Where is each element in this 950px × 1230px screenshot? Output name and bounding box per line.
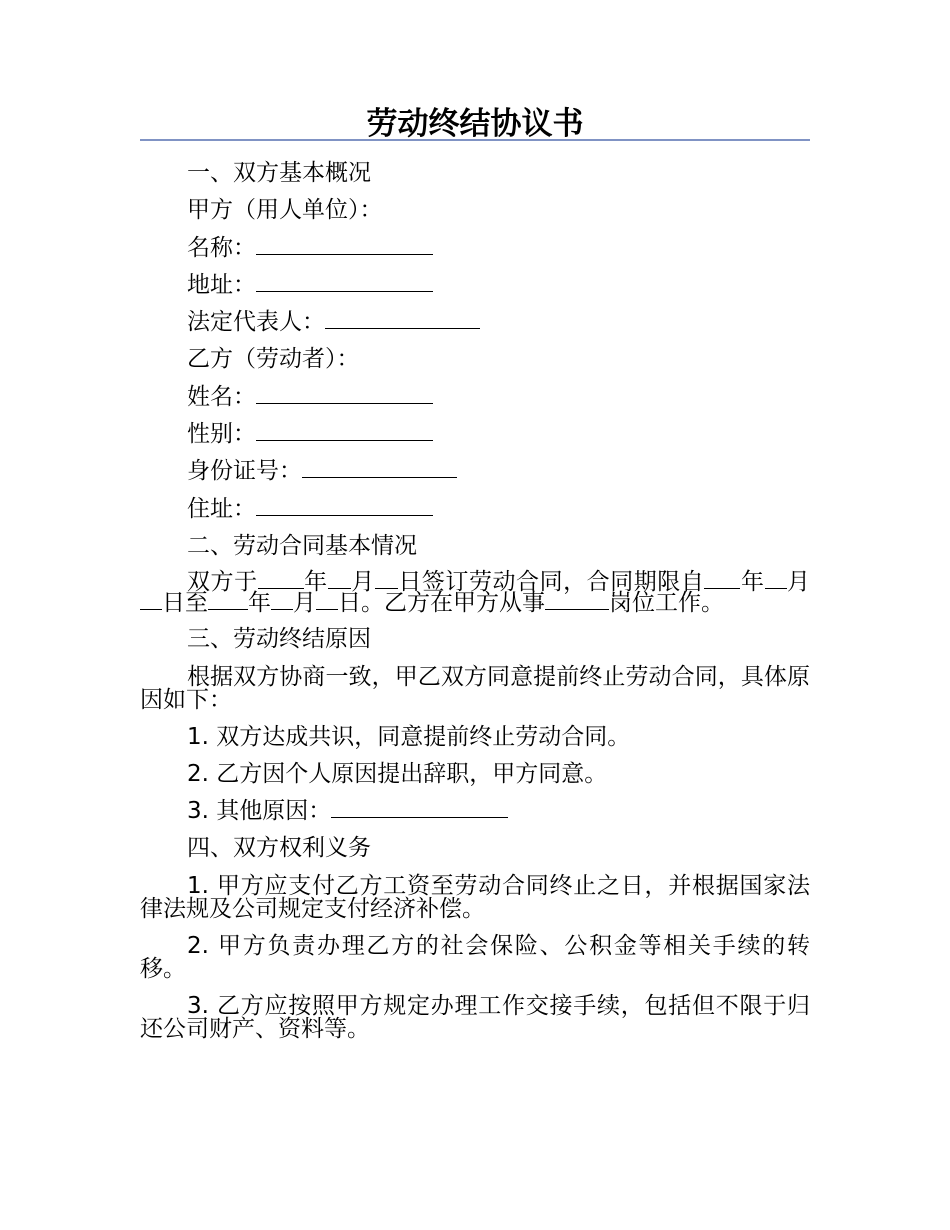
contract-text-5: 年 <box>740 569 765 596</box>
id-row <box>140 453 810 490</box>
contract-text-4: 日签订劳动合同，合同期限自 <box>397 569 705 596</box>
start-month-blank <box>765 587 787 589</box>
party-b-label: 乙方（劳动者）： <box>187 346 360 373</box>
start-year-blank <box>704 587 740 589</box>
contract-paragraph <box>140 565 810 621</box>
gender-row <box>140 416 810 453</box>
party-b-name-row <box>140 379 810 416</box>
sign-year-blank <box>258 587 304 589</box>
contract-text-8: 年 <box>248 590 271 617</box>
contract-text-3: 月 <box>350 569 375 596</box>
residence-label: 住址： <box>187 495 256 522</box>
reason-item-2: 2. 乙方因个人原因提出辞职，甲方同意。 <box>187 760 608 787</box>
b-name-label: 姓名： <box>187 383 256 410</box>
contract-text-1: 双方于 <box>187 569 258 596</box>
address-label: 地址： <box>187 271 256 298</box>
obligation-item-2: 2. 甲方负责办理乙方的社会保险、公积金等相关手续的转移。 <box>140 932 810 982</box>
other-reason-blank <box>331 816 508 818</box>
end-month-blank <box>271 608 293 610</box>
reason-item-3-row <box>140 793 810 830</box>
address-blank <box>256 290 433 292</box>
legal-rep-row <box>140 304 810 341</box>
id-blank <box>302 476 457 478</box>
end-day-blank <box>316 608 338 610</box>
party-a-label: 甲方（用人单位）： <box>187 197 383 224</box>
party-a-address-row <box>140 267 810 304</box>
sign-day-blank <box>375 587 398 589</box>
gender-blank <box>256 439 433 441</box>
name-label: 名称： <box>187 234 256 261</box>
section2-heading: 二、劳动合同基本情况 <box>187 532 417 559</box>
contract-text-7: 日至 <box>162 590 208 617</box>
section4-heading: 四、双方权利义务 <box>187 835 371 862</box>
legal-rep-blank <box>325 327 480 329</box>
b-name-blank <box>256 402 433 404</box>
document-body <box>140 155 810 1048</box>
obligation-item-3: 3. 乙方应按照甲方规定办理工作交接手续，包括但不限于归还公司财产、资料等。 <box>140 992 810 1042</box>
section1-heading: 一、双方基本概况 <box>187 160 371 186</box>
reason-intro: 根据双方协商一致，甲乙双方同意提前终止劳动合同，具体原因如下： <box>140 663 810 713</box>
residence-row <box>140 491 810 528</box>
position-blank <box>545 608 609 610</box>
document-title: 劳动终结协议书 <box>366 106 584 142</box>
name-blank <box>256 253 433 255</box>
sign-month-blank <box>328 587 351 589</box>
start-day-blank <box>140 608 162 610</box>
other-reason-label: 3. 其他原因： <box>187 798 332 825</box>
reason-item-1: 1. 双方达成共识，同意提前终止劳动合同。 <box>187 723 631 750</box>
legal-rep-label: 法定代表人： <box>187 309 325 336</box>
residence-blank <box>256 514 433 516</box>
obligation-item-1: 1. 甲方应支付乙方工资至劳动合同终止之日，并根据国家法律法规及公司规定支付经济补偿。 <box>140 872 810 922</box>
id-label: 身份证号： <box>187 458 302 485</box>
contract-text-11: 岗位工作。 <box>609 590 724 617</box>
end-year-blank <box>208 608 248 610</box>
title-underline <box>140 139 810 141</box>
contract-text-2: 年 <box>303 569 328 596</box>
contract-text-10: 日。乙方在甲方从事 <box>338 590 545 617</box>
section3-heading: 三、劳动终结原因 <box>187 626 371 653</box>
contract-text-6: 月 <box>786 569 811 596</box>
party-a-name-row <box>140 230 810 267</box>
gender-label: 性别： <box>187 421 256 448</box>
contract-text-9: 月 <box>293 590 316 617</box>
